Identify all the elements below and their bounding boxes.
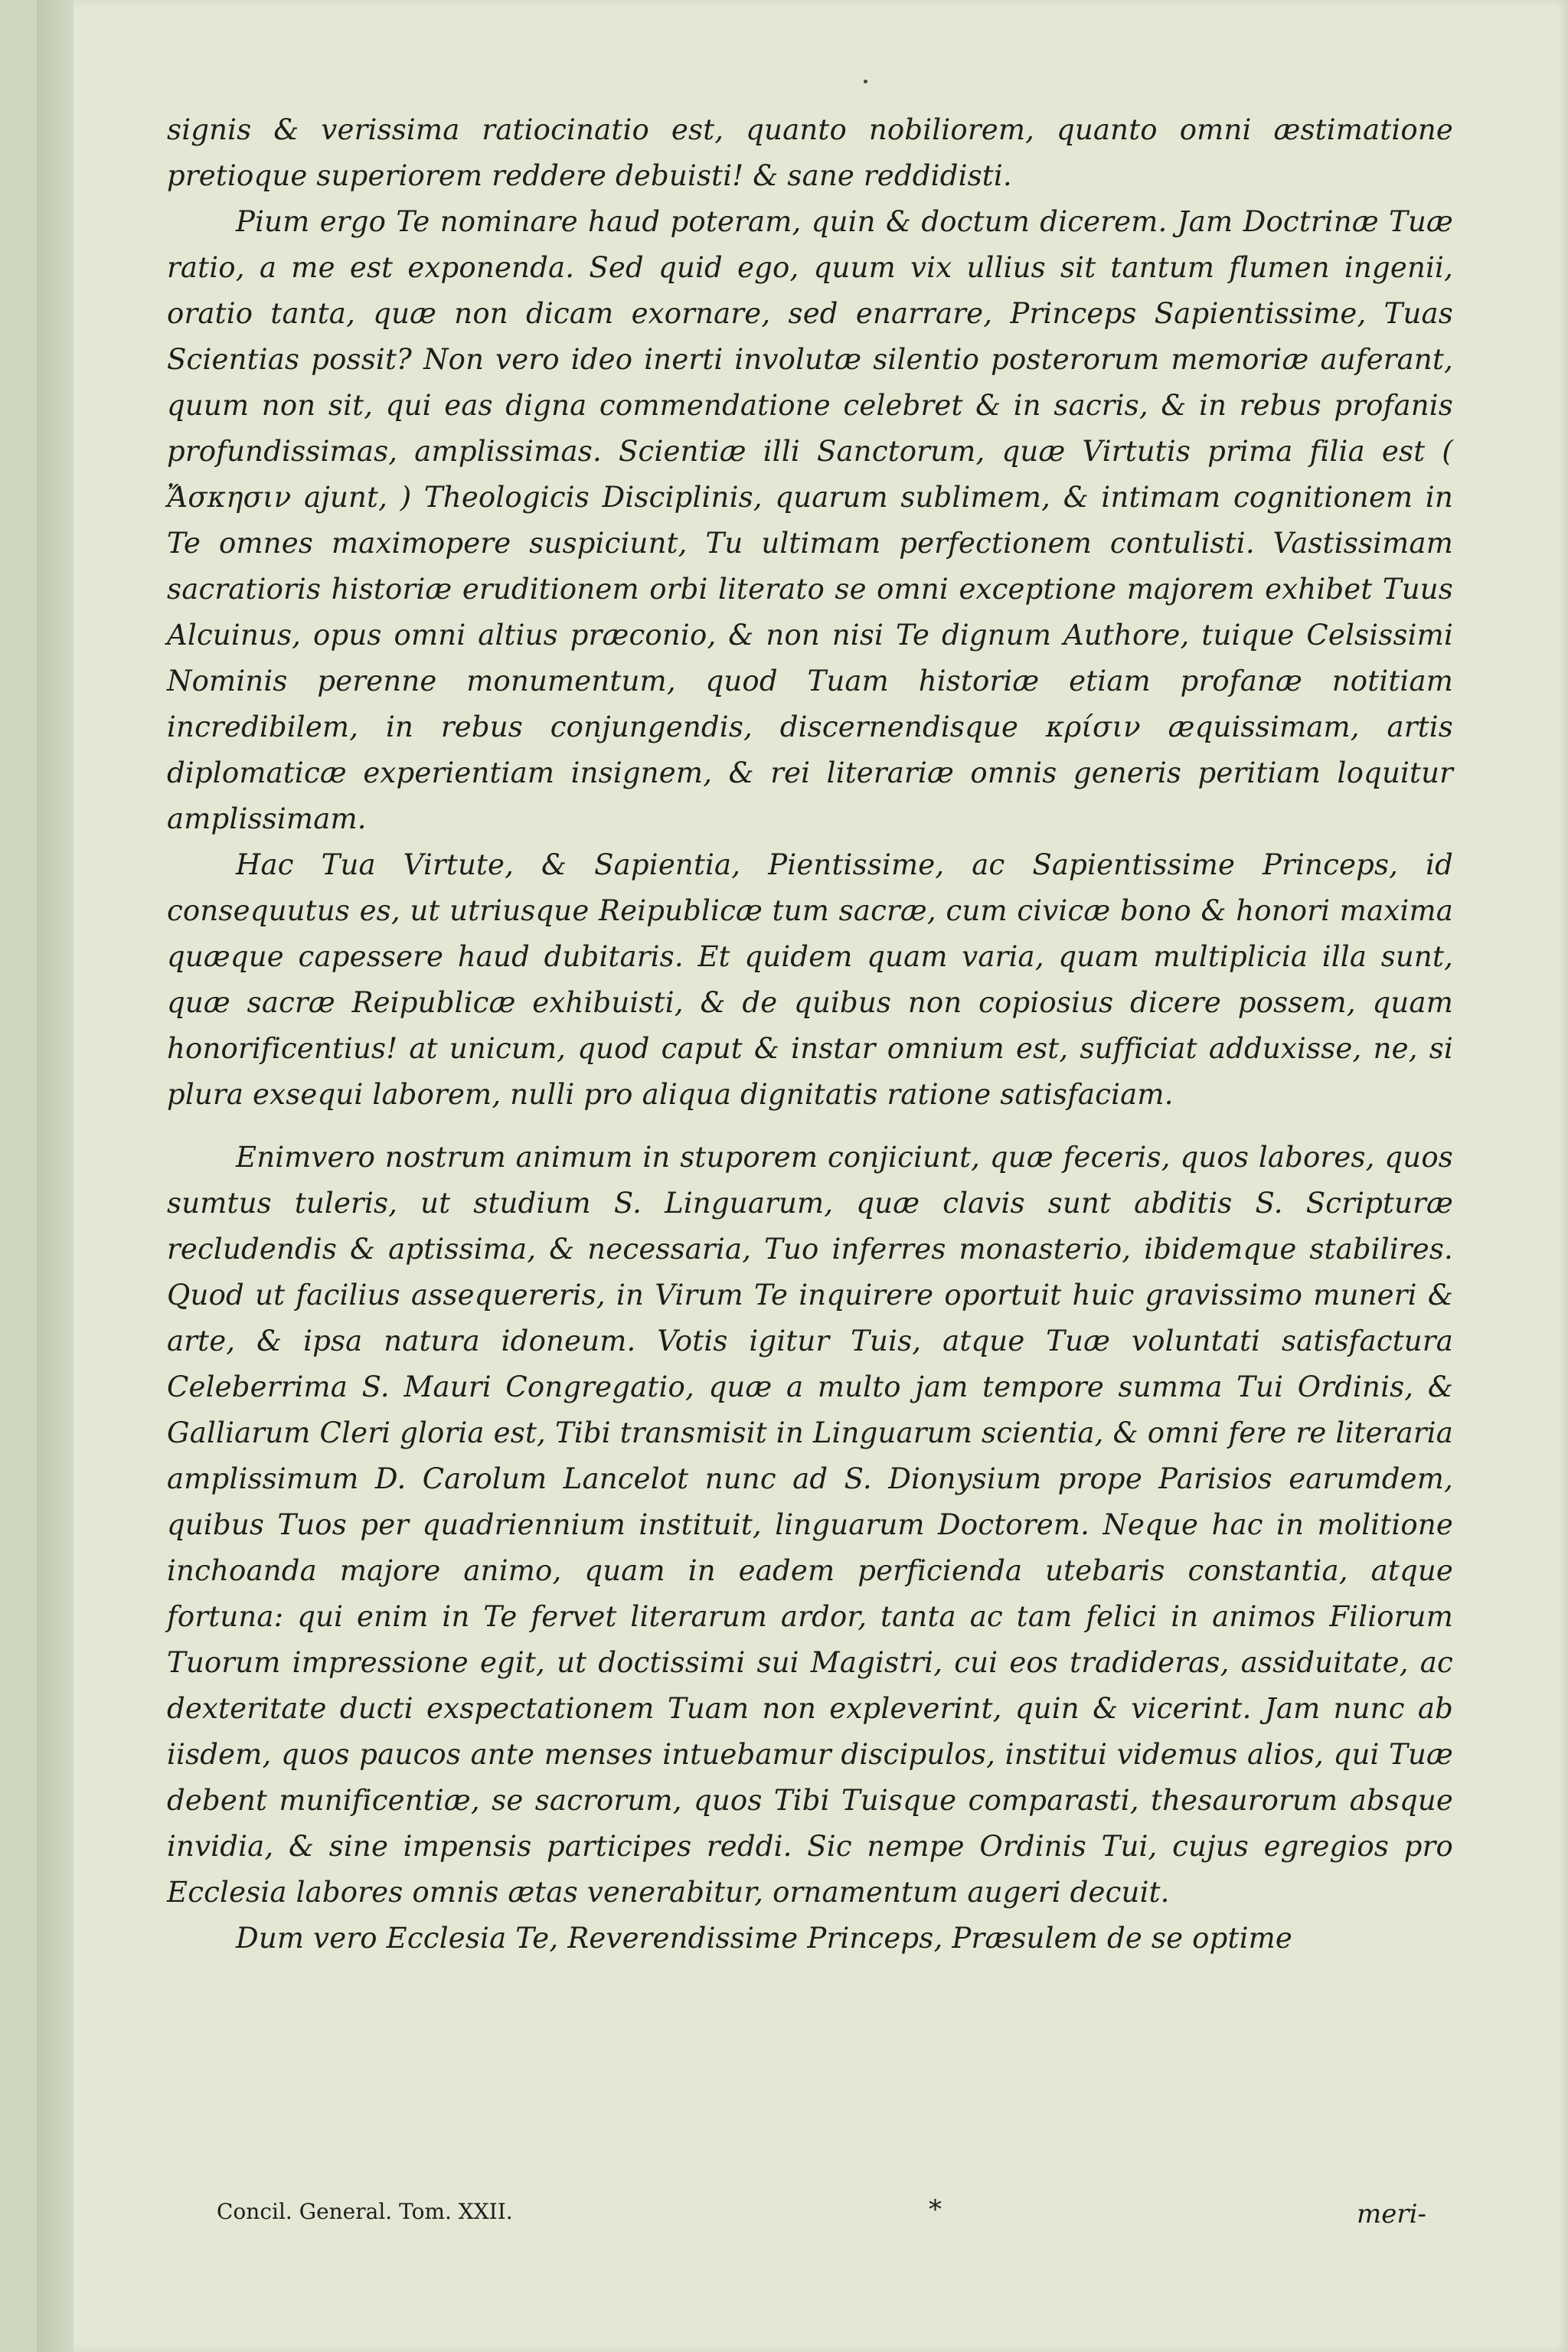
paragraph-2: Pium ergo Te nominare haud poteram, quin & doctum dicerem. Jam Doctrinæ Tuæ ratio, a me est exponenda. Sed quid ego, quum vix ullius sit tantum flumen ingenii, oratio tanta, quæ non dicam exornare, sed enarrare, Princeps Sapientissime, Tuas Scientias possit? Non vero ideo inerti involutæ silentio posterorum memoriæ auferant, quum non sit, qui eas digna commendatione celebret & in sacris, & in rebus profanis profundissimas, amplissimas. Scientiæ illi Sanctorum, quæ Virtutis prima filia est ( Ἄσκησιν ajunt, ) Theologicis Disciplinis, quarum sublimem, & intimam cognitionem in Te omnes maximopere suspiciunt, Tu ultimam perfectionem contulisti. Vastissimam sacratioris historiæ eruditionem orbi literato se omni exceptione majorem exhibet Tuus Alcuinus, opus omni altius præconio, & non nisi Te dignum Authore, tuique Celsissimi Nominis perenne monumentum, quod Tuam historiæ etiam profanæ notitiam incredibilem, in rebus conjungendis, discernendisque κρίσιν æquissimam, artis diplomaticæ experientiam insignem, & rei literariæ omnis generis peritiam loquitur amplissimam. <box>167 205 1453 835</box>
page-footer <box>217 2194 1426 2230</box>
paragraph-4: Enimvero nostrum animum in stuporem conjiciunt, quæ feceris, quos labores, quos sumtus tuleris, ut studium S. Linguarum, quæ clavis sunt abditis S. Scripturæ recludendis & aptissima, & necessaria, Tuo inferres monasterio, ibidemque stabilires. Quod ut facilius assequereris, in Virum Te inquirere oportuit huic gravissimo muneri & arte, & ipsa natura idoneum. Votis igitur Tuis, atque Tuæ voluntati satisfactura Celeberrima S. Mauri Congregatio, quæ a multo jam tempore summa Tui Ordinis, & Galliarum Cleri gloria est, Tibi transmisit in Linguarum scientia, & omni fere re literaria amplissimum D. Carolum Lancelot nunc ad S. Dionysium prope Parisios earumdem, quibus Tuos per quadriennium instituit, linguarum Doctorem. Neque hac in molitione inchoanda majore animo, quam in eadem perficienda utebaris constantia, atque fortuna: qui enim in Te fervet literarum ardor, tanta ac tam felici in animos Filiorum Tuorum impressione egit, ut doctissimi sui Magistri, cui eos tradideras, assiduitate, ac dexteritate ducti exspectationem Tuam non expleverint, quin & vicerint. Jam nunc ab iisdem, quos paucos ante menses intuebamur discipulos, institui videmus alios, qui Tuæ debent munificentiæ, se sacrorum, quos Tibi Tuisque comparasti, thesaurorum absque invidia, & sine impensis participes reddi. Sic nempe Ordinis Tui, cujus egregios pro Ecclesia labores omnis ætas venerabitur, ornamentum augeri decuit. <box>167 1141 1453 1909</box>
binding-edge <box>37 0 74 2352</box>
page <box>37 0 1568 2352</box>
catchword: meri- <box>1357 2199 1426 2230</box>
paragraph-3: Hac Tua Virtute, & Sapientia, Pientissime, ac Sapientissime Princeps, id consequutus es, ut utriusque Reipublicæ tum sacræ, cum civicæ bono & honori maxima quæque capessere haud dubitaris. Et quidem quam varia, quam multiplicia illa sunt, quæ sacræ Reipublicæ exhibuisti, & de quibus non copiosius dicere possem, quam honorificentius! at unicum, quod caput & instar omnium est, sufficiat adduxisse, ne, si plura exsequi laborem, nulli pro aliqua dignitatis ratione satisfaciam. <box>167 848 1453 1111</box>
gathering-mark: * <box>929 2194 942 2225</box>
paragraph-1: signis & verissima ratiocinatio est, quanto nobiliorem, quanto omni æstimatione pretioque superiorem reddere debuisti! & sane reddidisti. <box>167 113 1453 192</box>
body-text <box>167 107 1453 1962</box>
paragraph-5: Dum vero Ecclesia Te, Reverendissime Princeps, Præsulem de se optime <box>236 1922 1292 1955</box>
signature-mark: Concil. General. Tom. XXII. <box>217 2199 513 2224</box>
ink-speck <box>864 80 867 83</box>
